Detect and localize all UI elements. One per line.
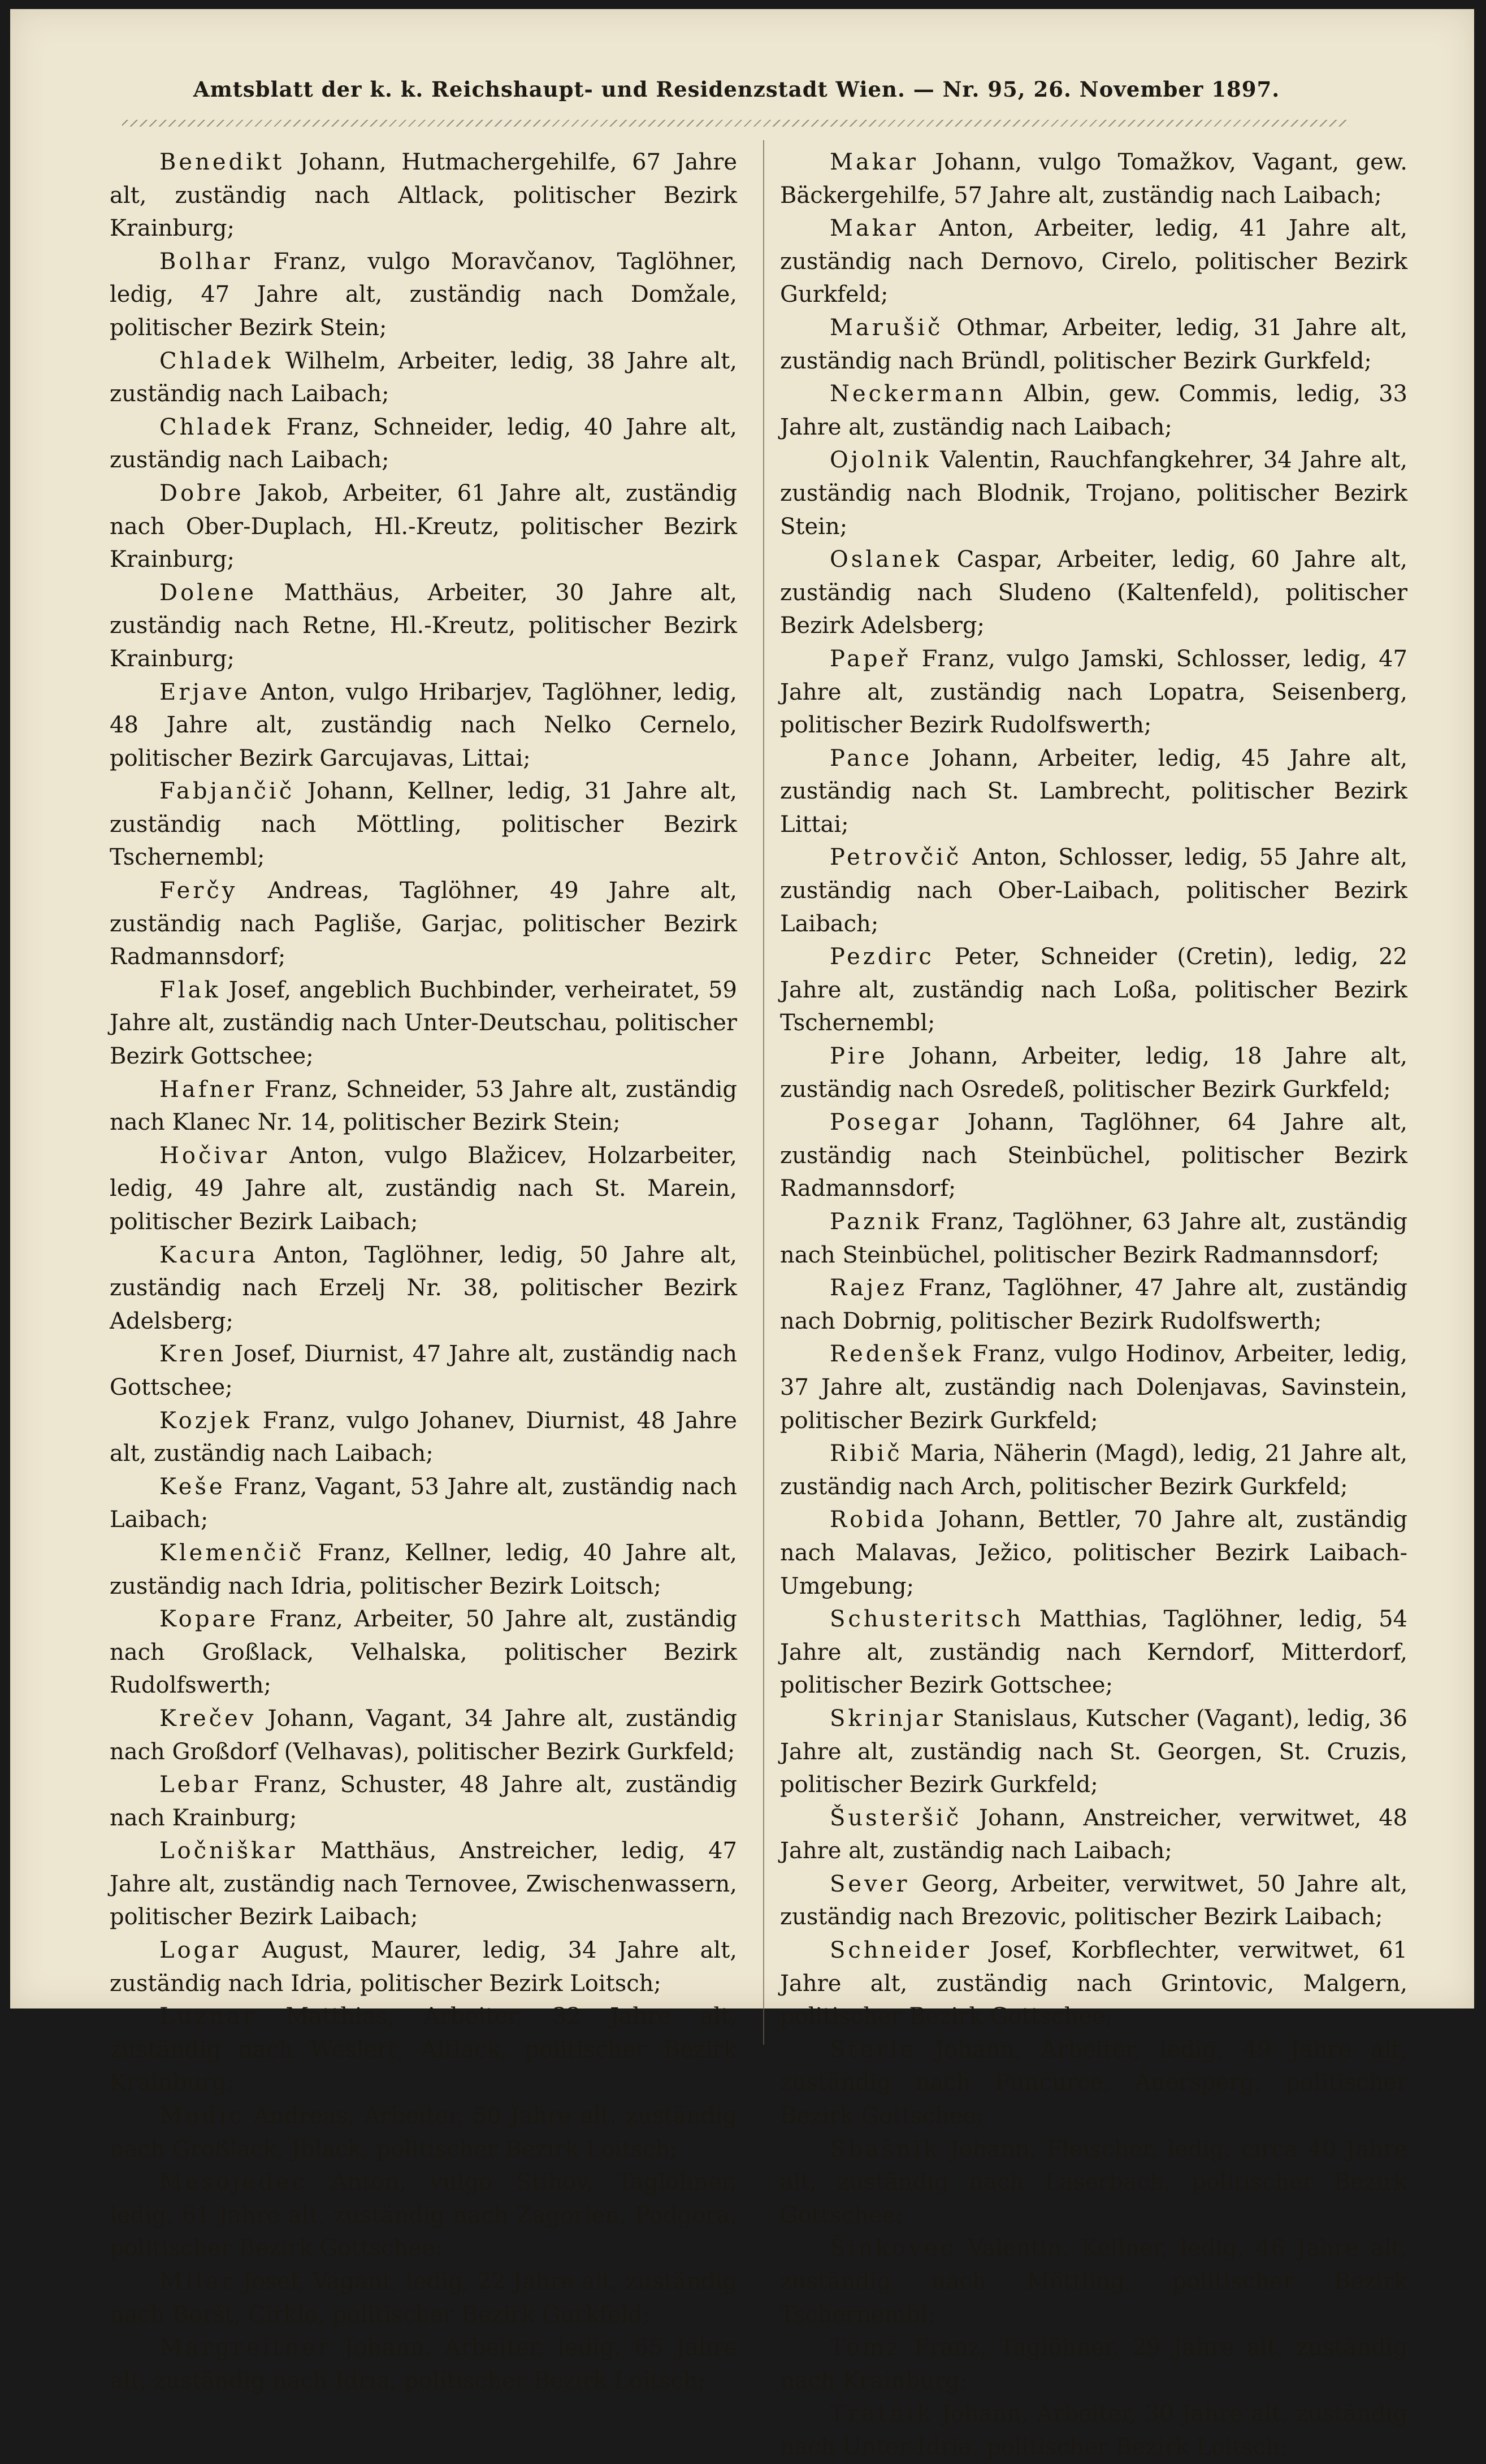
list-entry: [110, 1404, 737, 1470]
entry-surname: Papeř: [830, 645, 911, 672]
list-entry: [110, 411, 737, 477]
entry-surname: Ferčy: [159, 878, 238, 904]
list-entry: [780, 2133, 1407, 2232]
list-entry: [780, 378, 1407, 444]
entry-surname: Benedikt: [159, 149, 285, 175]
entry-details: Caspar, Arbeiter, ledig, 60 Jahre alt, zuständig nach Sludeno (Kaltenfeld), politischer Bezirk Adelsberg;: [780, 546, 1407, 639]
entry-surname: Neckermann: [830, 381, 1006, 407]
entry-surname: Lebar: [159, 1772, 241, 1798]
entry-details: Johann, Arbeiter, ledig, 65 Jahre alt, zuständig nach Idria, politischer Bezirk Loitsch;: [110, 2335, 737, 2394]
entry-details: Franz, Taglöhner, 29 Jahre alt, zuständig nach Krainburg;: [780, 2335, 1408, 2394]
entry-surname: Ojolnik: [830, 447, 932, 474]
header-wavy-rule: [122, 120, 1349, 127]
newspaper-page: [10, 9, 1474, 2460]
list-entry: [780, 1338, 1407, 1437]
entry-surname: Modic: [159, 2103, 245, 2129]
entry-details: Johann, Kellner, ledig, 31 Jahre alt, zuständig nach Möttling, politischer Bezirk Tschernembl;: [110, 778, 737, 871]
list-entry: [110, 1834, 737, 1934]
entry-surname: Schusteritsch: [830, 1606, 1024, 1633]
entry-surname: Dobre: [159, 480, 244, 506]
entry-surname: Milar: [159, 2268, 236, 2294]
entry-details: Johann, Anstreicher, verwitwet, 48 Jahre alt, zuständig nach Laibach;: [780, 1804, 1407, 1864]
list-entry: [110, 1702, 737, 1768]
list-entry: [110, 477, 737, 576]
entry-details: Johann, Arbeiter, ledig, 18 Jahre alt, zuständig nach Osredeß, politischer Bezirk Gurkfeld;: [780, 1043, 1407, 1103]
entry-details: Franz, Taglöhner, 63 Jahre alt, zuständig nach Steinbüchel, politischer Bezirk Radmannsdorf;: [780, 1209, 1408, 1268]
entry-surname: Luznar: [159, 2003, 257, 2030]
list-entry: [780, 940, 1407, 1040]
entry-surname: Ribič: [830, 1441, 903, 1467]
entry-details: Franz, vulgo Hodinov, Arbeiter, ledig, 37 Jahre alt, zuständig nach Dolenjavas, Savinstein, politischer Bezirk Gurkfeld;: [780, 1341, 1407, 1434]
entry-surname: Bolhar: [159, 248, 253, 275]
entry-surname: Pezdirc: [830, 944, 934, 970]
list-entry: [780, 1934, 1407, 2033]
entry-surname: Marušič: [830, 314, 943, 341]
entry-surname: Schneider: [830, 1937, 972, 1964]
entry-surname: Makar: [830, 215, 919, 242]
entry-surname: Robida: [830, 1507, 928, 1533]
list-entry: [110, 1139, 737, 1239]
entry-details: Franz, vulgo Johanev, Diurnist, 48 Jahre alt, zuständig nach Laibach;: [110, 1407, 737, 1467]
entry-details: Andreas, Arbeiter, 50 Jahre alt, zuständig nach Großlack, Jblack, politischer Bezirk Loitsch;: [110, 2103, 737, 2162]
entry-surname: Chladek: [159, 348, 274, 374]
list-entry: [780, 742, 1407, 841]
entry-surname: Sterle: [830, 2036, 916, 2063]
entry-surname: Paznik: [830, 1209, 922, 1235]
entry-details: Johann, Taglöhner, 64 Jahre alt, zuständig nach Steinbüchel, politischer Bezirk Radmannsdorf;: [780, 1109, 1407, 1202]
entry-surname: Erjave: [159, 679, 250, 705]
entry-details: Johann, Fleischer, ledig, circa 40 Jahre alt, zuständig nach Laserbach, politischer Bezirk Gottschee;: [780, 2136, 1407, 2228]
entry-details: Anton, vulgo Stihov, Taglöhner, ledig, 61 Jahre alt, zuständig nach Zagorien, Podgora, politischer Bezirk Gottschee;: [110, 2169, 738, 2262]
list-entry: [110, 676, 737, 775]
column-divider: [763, 140, 764, 2045]
entry-details: August, Maurer, ledig, 34 Jahre alt, zuständig nach Idria, politischer Bezirk Loitsch;: [110, 1937, 738, 1997]
entry-surname: Hafner: [159, 1076, 257, 1103]
list-entry: [110, 1073, 737, 1139]
list-entry: [110, 1934, 737, 2000]
entry-details: Johann, Hutmachergehilfe, 67 Jahre alt, zuständig nach Altlack, politischer Bezirk Krainburg;: [110, 149, 738, 242]
entry-surname: Tomz: [830, 2335, 902, 2361]
list-entry: [110, 1470, 737, 1537]
list-entry: [110, 2000, 737, 2099]
entry-details: Valentin, Kellner, ledig, 46 Jahre alt, zuständig nach Möttling, politischer Bezirk Tschernembl;: [780, 2235, 1407, 2328]
entry-surname: Dolene: [159, 579, 257, 606]
entry-details: Matthias, Taglöhner, ledig, 54 Jahre alt, zuständig nach Kerndorf, Mitterdorf, politischer Bezirk Gottschee;: [780, 1606, 1407, 1699]
entry-surname: Mesojedec: [159, 2169, 307, 2196]
left-column: [110, 146, 737, 2397]
list-entry: [110, 1239, 737, 1338]
entry-details: Jakob, Arbeiter, 61 Jahre alt, zuständig nach Ober-Duplach, Hl.-Kreutz, politischer Bezirk Krainburg;: [110, 480, 738, 573]
entry-surname: Redenšek: [830, 1341, 964, 1368]
entry-details: Maria, Näherin (Magd), ledig, 21 Jahre alt, zuständig nach Arch, politischer Bezirk Gurkfeld;: [780, 1441, 1408, 1500]
entry-details: Franz, Arbeiter, 50 Jahre alt, zuständig nach Großlack, Velhalska, politischer Bezirk Rudolfswerth;: [110, 1606, 737, 1699]
entry-surname: Makar: [830, 149, 919, 175]
list-entry: [110, 1338, 737, 1404]
list-entry: [780, 2331, 1407, 2397]
entry-surname: Flak: [159, 977, 221, 1003]
entry-surname: Hočivar: [159, 1142, 270, 1169]
entry-surname: Kacura: [159, 1242, 258, 1268]
list-entry: [780, 1106, 1407, 1205]
entry-surname: Posegar: [830, 1109, 942, 1136]
list-entry: [780, 643, 1407, 742]
entry-details: Johann, Vagant, 34 Jahre alt, zuständig nach Großdorf (Velhavas), politischer Bezirk Gurkfeld;: [110, 1705, 738, 1765]
entry-details: Matthäus, Arbeiter, 30 Jahre alt, zuständig nach Retne, Hl.-Kreutz, politischer Bezirk Krainburg;: [110, 579, 737, 672]
entry-surname: Margreitner: [159, 2335, 332, 2361]
entry-details: Johann, vulgo Tomažkov, Vagant, gew. Bäckergehilfe, 57 Jahre alt, zuständig nach Laibach;: [780, 149, 1407, 209]
list-entry: [110, 245, 737, 345]
page-header: Amtsblatt der k. k. Reichshaupt- und Residenzstadt Wien. — Nr. 95, 26. November 1897.: [193, 77, 1280, 102]
entry-details: Johann, Arbeiter, ledig, 45 Jahre alt, zuständig nach St. Lambrecht, politischer Bezirk Littai;: [780, 745, 1407, 838]
entry-surname: Kozjek: [159, 1407, 253, 1434]
list-entry: [780, 1802, 1407, 1868]
entry-details: Josef, angeblich Buchbinder, verheiratet, 59 Jahre alt, zuständig nach Unter-Deutschau, politischer Bezirk Gottschee;: [110, 977, 738, 1070]
list-entry: [780, 2397, 1407, 2463]
entry-details: Wilhelm, Arbeiter, ledig, 38 Jahre alt, zuständig nach Laibach;: [110, 348, 738, 407]
list-entry: [110, 874, 737, 974]
entry-surname: Rajez: [830, 1275, 908, 1302]
entry-surname: Oslanek: [830, 546, 942, 573]
list-entry: [780, 1272, 1407, 1338]
entry-surname: Chladek: [159, 414, 274, 440]
entry-details: Franz, Schneider, ledig, 40 Jahre alt, zuständig nach Laibach;: [110, 414, 738, 474]
list-entry: [110, 1768, 737, 1834]
entry-details: Franz, vulgo Jamski, Schlosser, ledig, 47 Jahre alt, zuständig nach Lopatra, Seisenberg, politischer Bezirk Rudolfswerth;: [780, 645, 1408, 739]
entry-details: Valentin, Rauchfangkehrer, 34 Jahre alt, zuständig nach Blodnik, Trojano, politischer Bezirk Stein;: [780, 447, 1407, 540]
list-entry: [780, 2232, 1407, 2331]
list-entry: [780, 1437, 1407, 1503]
entry-surname: Krečev: [159, 1705, 257, 1732]
entry-surname: Pire: [830, 1043, 888, 1070]
entry-details: Johann, Bettler, 70 Jahre alt, zuständig nach Malavas, Ježico, politischer Bezirk Laibach-Umgebung;: [780, 1507, 1407, 1599]
list-entry: [780, 311, 1407, 378]
entry-surname: Logar: [159, 1937, 241, 1964]
entry-surname: Ločniškar: [159, 1838, 298, 1864]
entry-details: Josef, Vagant, ledig, 22 Jahre alt, zuständig nach Boršt, Cirkle, politischer Bezirk Gurkfeld;: [110, 2268, 737, 2328]
entry-surname: Kopare: [159, 1606, 259, 1633]
entry-details: Matthias, Arbeiter, 32 Jahre alt, zuständig nach Weslert, Altlack, politischer Bezirk Krainburg;: [110, 2003, 737, 2096]
entry-surname: Petrovčič: [830, 844, 962, 871]
entry-surname: Šusteršič: [830, 1804, 962, 1831]
right-column: [780, 146, 1407, 2464]
list-entry: [780, 2033, 1407, 2133]
entry-details: Franz, Vagant, 53 Jahre alt, zuständig nach Laibach;: [110, 1473, 738, 1533]
list-entry: [780, 1205, 1407, 1272]
entry-details: Matthäus, Anstreicher, ledig, 47 Jahre alt, zuständig nach Ternovee, Zwischenwassern, politischer Bezirk Laibach;: [110, 1838, 738, 1931]
entry-details: Franz, Kellner, ledig, 40 Jahre alt, zuständig nach Idria, politischer Bezirk Loitsch;: [110, 1539, 737, 1599]
list-entry: [780, 146, 1407, 212]
entry-details: Georg, Arbeiter, verwitwet, 50 Jahre alt, zuständig nach Brezovic, politischer Bezirk Laibach;: [780, 1871, 1407, 1931]
list-entry: [780, 1868, 1407, 1934]
entry-details: Franz, vulgo Moravčanov, Taglöhner, ledig, 47 Jahre alt, zuständig nach Domžale, politischer Bezirk Stein;: [110, 248, 738, 341]
entry-surname: Sbašnik: [830, 2136, 941, 2162]
list-entry: [110, 2099, 737, 2166]
entry-details: Franz, Taglöhner, 47 Jahre alt, zuständig nach Dobrnig, politischer Bezirk Rudolfswerth;: [780, 1275, 1408, 1334]
entry-details: Stanislaus, Kutscher (Vagant), ledig, 36 Jahre alt, zuständig nach St. Georgen, St. Cruzis, politischer Bezirk Gurkfeld;: [780, 1705, 1408, 1798]
list-entry: [780, 543, 1407, 643]
list-entry: [110, 974, 737, 1073]
list-entry: [780, 841, 1407, 940]
entry-surname: Keše: [159, 1473, 226, 1500]
entry-details: Othmar, Arbeiter, ledig, 31 Jahre alt, zuständig nach Bründl, politischer Bezirk Gurkfeld;: [780, 314, 1408, 374]
list-entry: [110, 2265, 737, 2331]
entry-details: Johann, Arbeiter, ledig, 49 Jahre alt, zuständig nach Puncurce, Auersperg, politischer Bezirk Gottschee;: [780, 2036, 1407, 2129]
list-entry: [110, 1537, 737, 1603]
entry-surname: Pance: [830, 745, 912, 771]
list-entry: [780, 1702, 1407, 1802]
list-entry: [780, 1040, 1407, 1106]
list-entry: [780, 1603, 1407, 1702]
list-entry: [110, 146, 737, 245]
entry-surname: Fabjančič: [159, 778, 295, 805]
list-entry: [110, 775, 737, 874]
entry-details: Albin, gew. Commis, ledig, 33 Jahre alt, zuständig nach Laibach;: [780, 381, 1408, 440]
entry-surname: Klemenčič: [159, 1539, 305, 1566]
entry-details: Anton, vulgo Hribarjev, Taglöhner, ledig, 48 Jahre alt, zuständig nach Nelko Cernelo, politischer Bezirk Garcujavas, Littai;: [110, 679, 737, 771]
entry-details: Franz, Schneider, 53 Jahre alt, zuständig nach Klanec Nr. 14, politischer Bezirk Stein;: [110, 1076, 737, 1136]
list-entry: [110, 2331, 737, 2397]
entry-details: Josef, Diurnist, 47 Jahre alt, zuständig nach Gottschee;: [110, 1341, 738, 1400]
entry-details: Anton, Schlosser, ledig, 55 Jahre alt, zuständig nach Ober-Laibach, politischer Bezirk Laibach;: [780, 844, 1408, 937]
entry-surname: Tratnik: [830, 2401, 934, 2427]
list-entry: [780, 212, 1407, 311]
entry-surname: Skrinjar: [830, 1705, 946, 1732]
entry-details: Anton, Arbeiter, ledig, 41 Jahre alt, zuständig nach Dernovo, Cirelo, politischer Bezirk Gurkfeld;: [780, 215, 1408, 308]
list-entry: [110, 1603, 737, 1702]
entry-surname: Šinkovec: [830, 2235, 956, 2262]
entry-details: Franz, Schuster, 48 Jahre alt, zuständig nach Krainburg;: [110, 1772, 737, 1831]
entry-surname: Sever: [830, 1871, 910, 1897]
list-entry: [110, 576, 737, 676]
entry-details: Peter, Schneider (Cretin), ledig, 22 Jahre alt, zuständig nach Loßa, politischer Bezirk Tschernembl;: [780, 944, 1408, 1036]
list-entry: [780, 1503, 1407, 1603]
entry-details: Anton, Taglöhner, ledig, 50 Jahre alt, zuständig nach Erzelj Nr. 38, politischer Bezirk Adelsberg;: [110, 1242, 738, 1334]
list-entry: [110, 2166, 737, 2265]
list-entry: [110, 345, 737, 411]
entry-details: Josef, Korbflechter, verwitwet, 61 Jahre alt, zuständig nach Grintovic, Malgern, politischer Bezirk Gottschee;: [780, 1937, 1408, 2030]
list-entry: [780, 444, 1407, 543]
entry-details: Andreas, Taglöhner, 49 Jahre alt, zuständig nach Pagliše, Garjac, politischer Bezirk Radmannsdorf;: [110, 878, 737, 970]
entry-details: Johann, Arbeiter, 30 Jahre alt, zuständig nach Unter-Idria, politischer Bezirk Loitsch;: [780, 2401, 1408, 2460]
entry-surname: Kren: [159, 1341, 227, 1368]
entry-details: Anton, vulgo Blažicev, Holzarbeiter, ledig, 49 Jahre alt, zuständig nach St. Marein, politischer Bezirk Laibach;: [110, 1142, 737, 1235]
